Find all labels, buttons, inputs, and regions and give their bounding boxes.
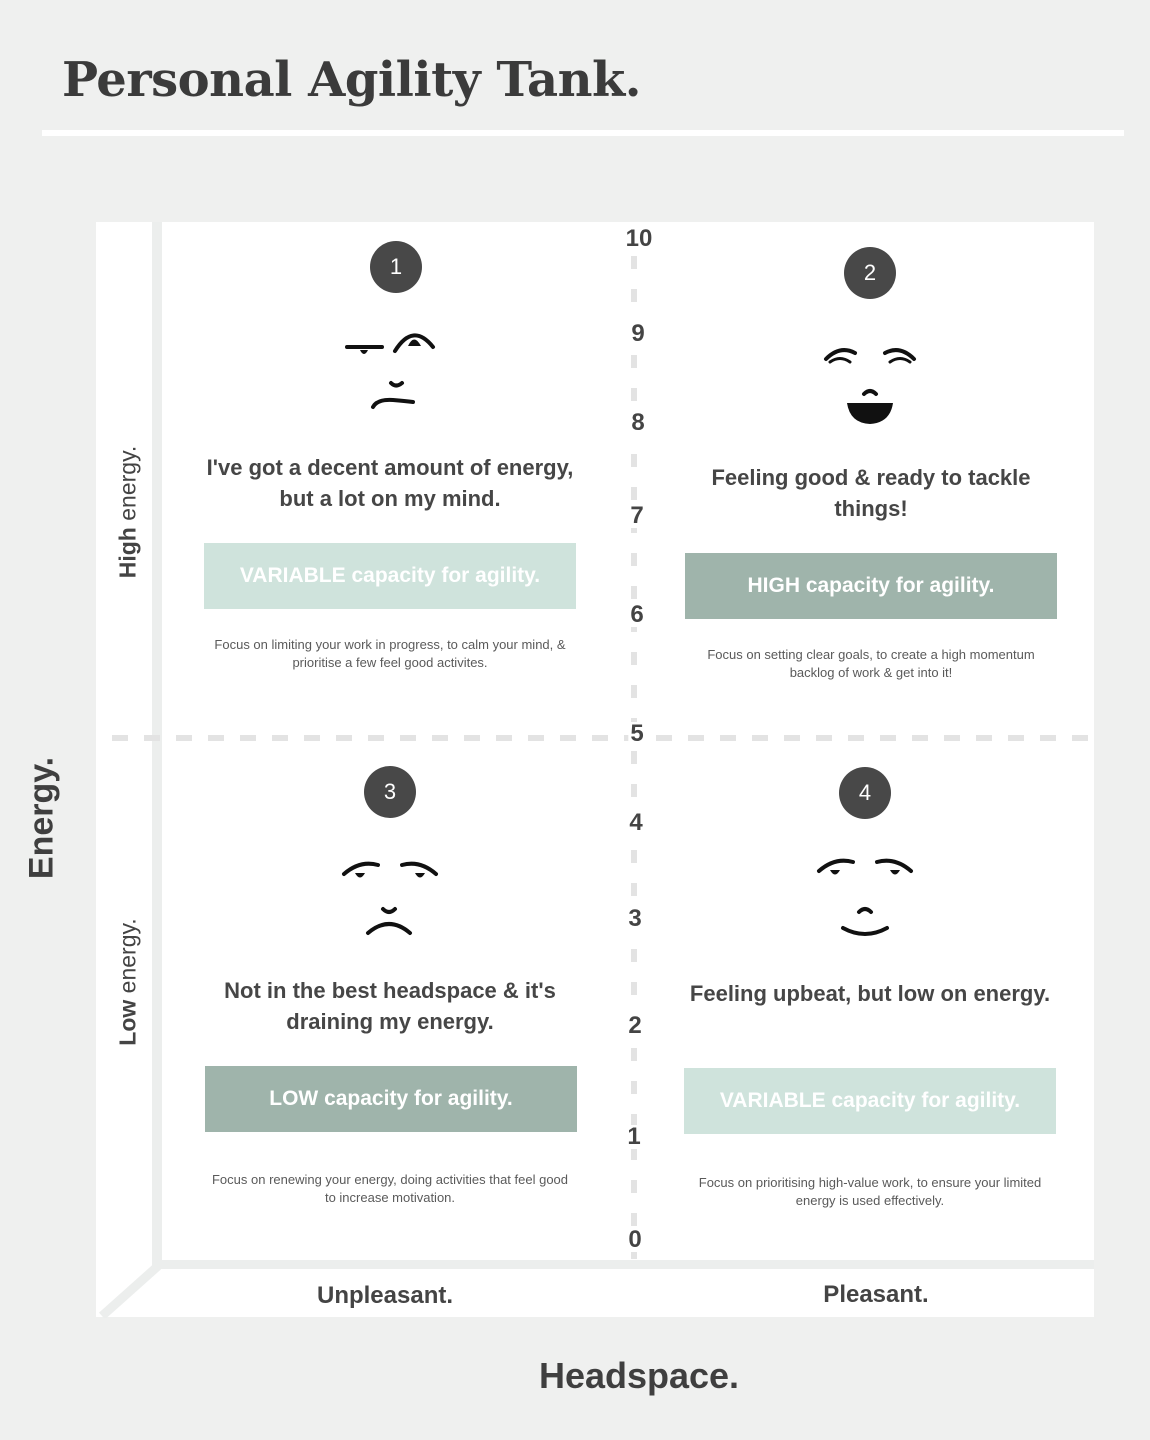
page-title: Personal Agility Tank. xyxy=(62,52,641,108)
low-energy-label xyxy=(115,918,142,1045)
thinking-face-icon xyxy=(335,317,455,427)
tank-corner-edge xyxy=(96,1262,166,1318)
low-energy-label-bold: Low xyxy=(114,999,141,1046)
content-face-icon xyxy=(805,840,925,950)
quadrant-number-badge: 2 xyxy=(844,247,896,299)
sad-face-icon xyxy=(330,843,450,953)
high-energy-label-bold: High xyxy=(114,527,141,579)
tank-side-edge xyxy=(152,222,162,1266)
quadrant-number-badge: 1 xyxy=(370,241,422,293)
scale-tick: 7 xyxy=(630,502,644,529)
high-energy-label xyxy=(115,446,142,579)
high-energy-label-rest: energy. xyxy=(114,445,141,528)
scale-tick: 9 xyxy=(631,320,645,347)
quadrant-heading: Feeling good & ready to tackle things! xyxy=(711,465,1031,521)
tank-floor-edge xyxy=(152,1260,1094,1269)
scale-tick: 2 xyxy=(628,1012,642,1039)
title-divider xyxy=(42,130,1124,136)
quadrant-number-badge: 4 xyxy=(839,767,891,819)
x-axis-right-label: Pleasant. xyxy=(823,1281,929,1308)
y-axis-title: Energy. xyxy=(22,756,61,880)
scale-tick: 8 xyxy=(631,409,645,436)
quadrant-note: Focus on prioritising high-value work, to ensure your limited energy is used effectively. xyxy=(698,1175,1042,1208)
scale-tick: 0 xyxy=(628,1226,642,1253)
scale-tick: 6 xyxy=(630,601,644,628)
quadrant-heading: Not in the best headspace & it's draining my energy. xyxy=(224,978,556,1034)
x-axis-left-label: Unpleasant. xyxy=(316,1282,454,1309)
capacity-banner: VARIABLE capacity for agility. xyxy=(684,1068,1056,1134)
x-axis-title: Headspace. xyxy=(538,1355,740,1396)
scale-tick: 1 xyxy=(627,1123,641,1150)
scale-tick: 10 xyxy=(625,225,653,252)
tank-side-wall xyxy=(96,222,152,1261)
quadrant-note: Focus on setting clear goals, to create a high momentum backlog of work & get into it! xyxy=(707,647,1035,680)
scale-tick: 3 xyxy=(628,905,642,932)
capacity-banner: HIGH capacity for agility. xyxy=(685,553,1057,619)
scale-tick: 5 xyxy=(630,720,644,747)
low-energy-label-rest: energy. xyxy=(114,918,141,1000)
quadrant-note: Focus on limiting your work in progress, to calm your mind, & prioritise a few feel good activites. xyxy=(214,637,566,670)
quadrant-number-badge: 3 xyxy=(364,766,416,818)
quadrant-heading: Feeling upbeat, but low on energy. xyxy=(689,981,1051,1006)
capacity-banner: LOW capacity for agility. xyxy=(205,1066,577,1132)
happy-face-icon xyxy=(810,328,930,438)
quadrant-note: Focus on renewing your energy, doing activities that feel good to increase motivation. xyxy=(211,1172,569,1205)
scale-tick: 4 xyxy=(629,809,643,836)
capacity-banner: VARIABLE capacity for agility. xyxy=(204,543,576,609)
quadrant-heading: I've got a decent amount of energy, but a lot on my mind. xyxy=(206,455,574,511)
